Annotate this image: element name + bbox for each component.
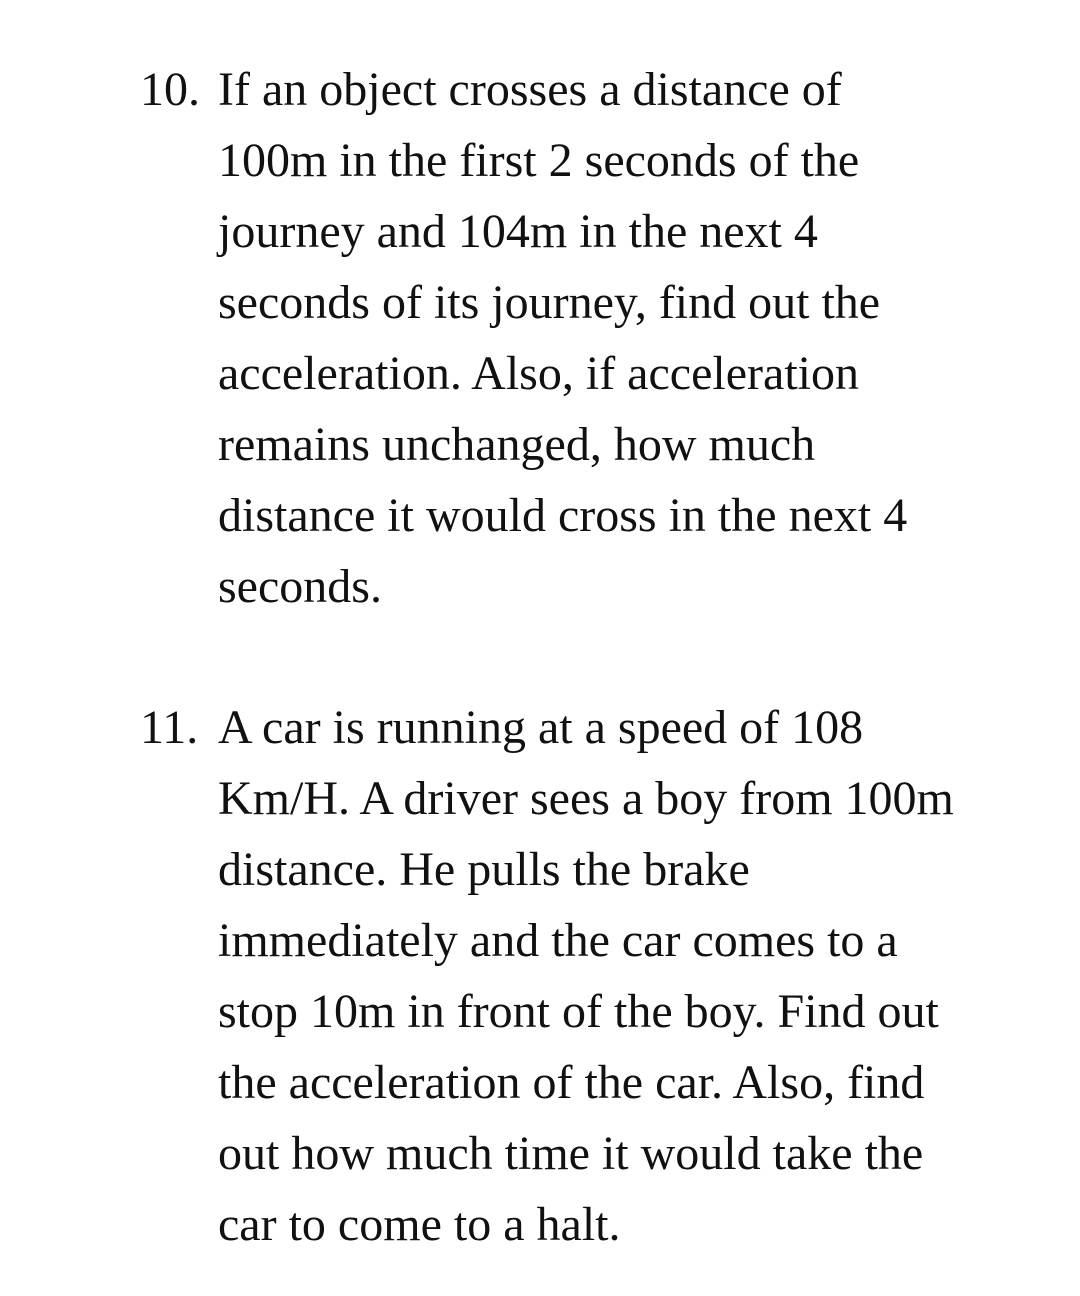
question-number: 10. [140,63,200,116]
question-line: car to come to a halt. [218,1198,621,1251]
question-line: distance it would cross in the next 4 [218,489,908,542]
question-line: seconds of its journey, find out the [218,276,881,329]
question-line: remains unchanged, how much [218,418,816,471]
question-line: seconds. [218,560,382,613]
question-line: If an object crosses a distance of [218,63,842,116]
question-line: 100m in the first 2 seconds of the [218,134,860,187]
question-line: stop 10m in front of the boy. Find out [218,985,939,1038]
question-line: the acceleration of the car. Also, find [218,1056,925,1109]
question-text [218,54,1038,622]
question-number: 11. [140,701,199,754]
question-line: out how much time it would take the [218,1127,924,1180]
question-line: A car is running at a speed of 108 [218,701,864,754]
question-line: journey and 104m in the next 4 [218,205,818,258]
question-text [218,692,1038,1260]
question-line: distance. He pulls the brake [218,843,750,896]
question-line: immediately and the car comes to a [218,914,898,967]
question-line: Km/H. A driver sees a boy from 100m [218,772,954,825]
question-line: acceleration. Also, if acceleration [218,347,859,400]
